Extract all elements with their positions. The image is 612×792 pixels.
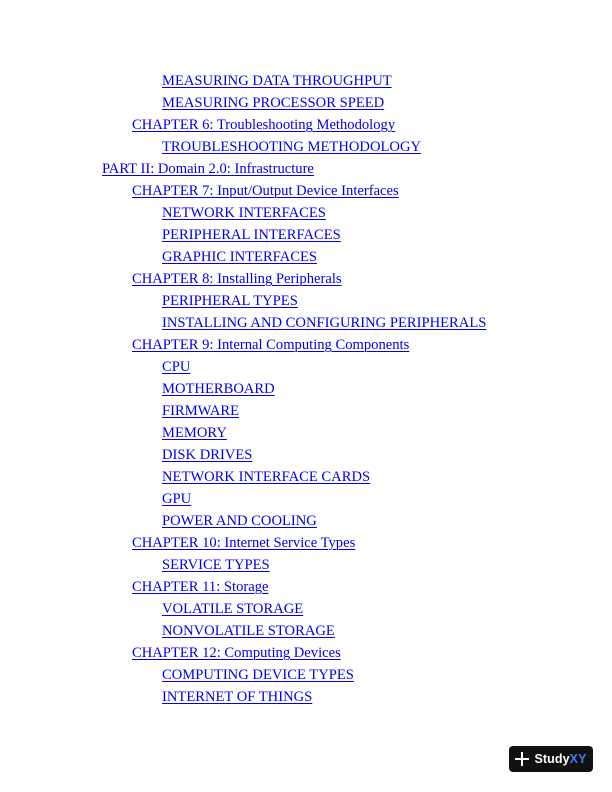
toc-entry (0, 356, 612, 378)
toc-link[interactable]: GPU (162, 491, 192, 507)
toc-link[interactable]: PERIPHERAL TYPES (162, 293, 298, 309)
toc-entry (0, 378, 612, 400)
brand-name-part2: XY (569, 752, 587, 766)
table-of-contents (0, 70, 612, 708)
brand-name-part1: Study (534, 752, 570, 766)
toc-entry (0, 114, 612, 136)
toc-link[interactable]: POWER AND COOLING (162, 513, 317, 529)
toc-link[interactable]: DISK DRIVES (162, 447, 253, 463)
toc-link[interactable]: VOLATILE STORAGE (162, 601, 304, 617)
toc-link[interactable]: GRAPHIC INTERFACES (162, 249, 318, 265)
toc-link[interactable]: CHAPTER 10: Internet Service Types (132, 535, 356, 551)
toc-link[interactable]: CPU (162, 359, 191, 375)
toc-entry (0, 576, 612, 598)
toc-link[interactable]: CHAPTER 12: Computing Devices (132, 645, 341, 661)
toc-link[interactable]: PART II: Domain 2.0: Infrastructure (102, 161, 314, 177)
toc-link[interactable]: INTERNET OF THINGS (162, 689, 313, 705)
brand-name (534, 752, 586, 766)
toc-link[interactable]: CHAPTER 7: Input/Output Device Interfaces (132, 183, 399, 199)
plus-icon (515, 752, 529, 766)
toc-link[interactable]: PERIPHERAL INTERFACES (162, 227, 341, 243)
toc-entry (0, 510, 612, 532)
toc-entry (0, 334, 612, 356)
toc-link[interactable]: MEASURING PROCESSOR SPEED (162, 95, 385, 111)
toc-link[interactable]: COMPUTING DEVICE TYPES (162, 667, 354, 683)
toc-entry (0, 70, 612, 92)
toc-entry (0, 224, 612, 246)
toc-link[interactable]: MEASURING DATA THROUGHPUT (162, 73, 392, 89)
toc-link[interactable]: SERVICE TYPES (162, 557, 270, 573)
toc-entry (0, 158, 612, 180)
toc-entry (0, 598, 612, 620)
toc-entry (0, 686, 612, 708)
toc-link[interactable]: TROUBLESHOOTING METHODOLOGY (162, 139, 422, 155)
toc-link[interactable]: MOTHERBOARD (162, 381, 275, 397)
toc-entry (0, 290, 612, 312)
toc-entry (0, 422, 612, 444)
toc-entry (0, 312, 612, 334)
toc-entry (0, 444, 612, 466)
toc-link[interactable]: INSTALLING AND CONFIGURING PERIPHERALS (162, 315, 487, 331)
toc-link[interactable]: NETWORK INTERFACE CARDS (162, 469, 371, 485)
toc-entry (0, 466, 612, 488)
toc-link[interactable]: MEMORY (162, 425, 227, 441)
toc-entry (0, 246, 612, 268)
toc-entry (0, 400, 612, 422)
toc-entry (0, 488, 612, 510)
toc-link[interactable]: CHAPTER 8: Installing Peripherals (132, 271, 342, 287)
toc-link[interactable]: NONVOLATILE STORAGE (162, 623, 335, 639)
toc-entry (0, 620, 612, 642)
toc-entry (0, 202, 612, 224)
toc-entry (0, 642, 612, 664)
toc-entry (0, 532, 612, 554)
toc-entry (0, 180, 612, 202)
toc-link[interactable]: FIRMWARE (162, 403, 240, 419)
toc-entry (0, 268, 612, 290)
toc-entry (0, 136, 612, 158)
toc-link[interactable]: CHAPTER 9: Internal Computing Components (132, 337, 410, 353)
toc-link[interactable]: CHAPTER 11: Storage (132, 579, 269, 595)
toc-link[interactable]: NETWORK INTERFACES (162, 205, 326, 221)
toc-entry (0, 664, 612, 686)
toc-link[interactable]: CHAPTER 6: Troubleshooting Methodology (132, 117, 396, 133)
studyxy-badge[interactable] (509, 746, 593, 772)
toc-entry (0, 92, 612, 114)
toc-entry (0, 554, 612, 576)
